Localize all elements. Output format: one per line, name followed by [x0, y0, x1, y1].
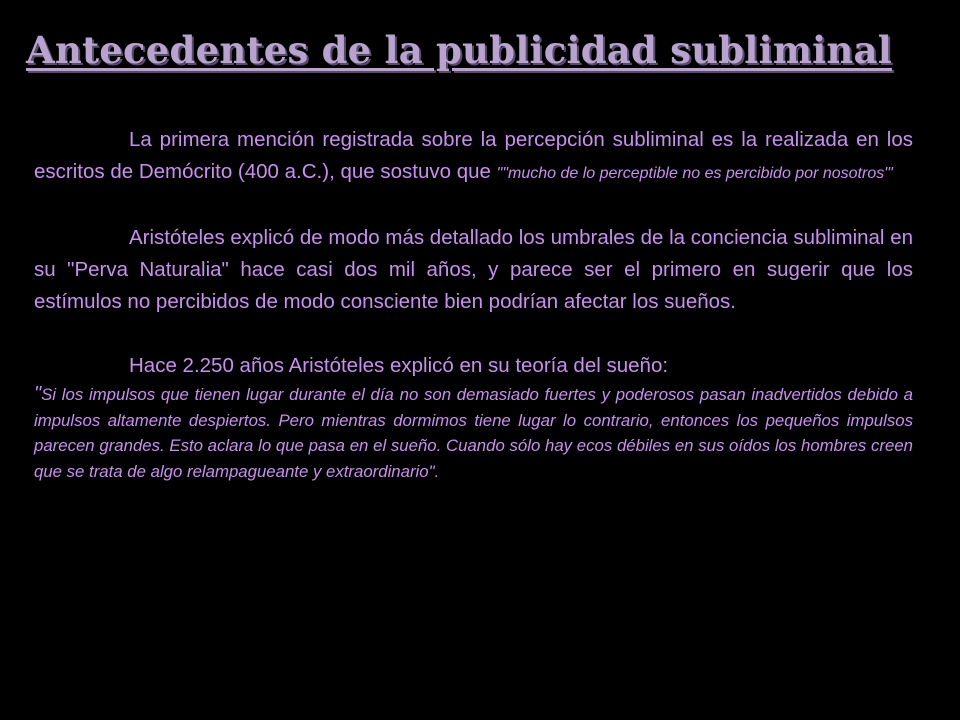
aristoteles-quote-open: "	[34, 383, 42, 405]
paragraph-democrito-text: La primera mención registrada sobre la percepción subliminal es la realizada en los escritos de Demócrito (400 a.C.), que sostuvo que	[34, 128, 913, 183]
paragraph-democrito	[34, 124, 913, 190]
aristoteles-quote-text: Si los impulsos que tienen lugar durante el día no son demasiado fuertes y poderosos pasan inadvertidos debido a impulsos altamente despiertos. Pero mientras dormimos tiene lugar lo contrario, entonces los pequeños impulsos parecen grandes. Esto aclara lo que pasa en el sueño. Cuando sólo hay ecos débiles en sus oídos los hombres creen que se trata de algo relampagueante y extraordinario".	[34, 385, 913, 481]
page-title: Antecedentes de la publicidad subliminal	[26, 28, 892, 72]
democrito-quote-close: '	[889, 165, 893, 182]
democrito-quote-open: "	[496, 165, 503, 182]
slide-body	[34, 124, 913, 484]
paragraph-aristoteles: Aristóteles explicó de modo más detallado los umbrales de la conciencia subliminal en su "Perva Naturalia" hace casi dos mil años, y parece ser el primero en sugerir que los estímulos no percibidos de modo consciente bien podrían afectar los sueños.	[34, 226, 913, 313]
democrito-quote: "mucho de lo perceptible no es percibido por nosotros"	[502, 165, 890, 182]
aristoteles-quote	[34, 382, 913, 484]
paragraph-teoria-sueno: Hace 2.250 años Aristóteles explicó en su teoría del sueño:	[129, 354, 669, 377]
